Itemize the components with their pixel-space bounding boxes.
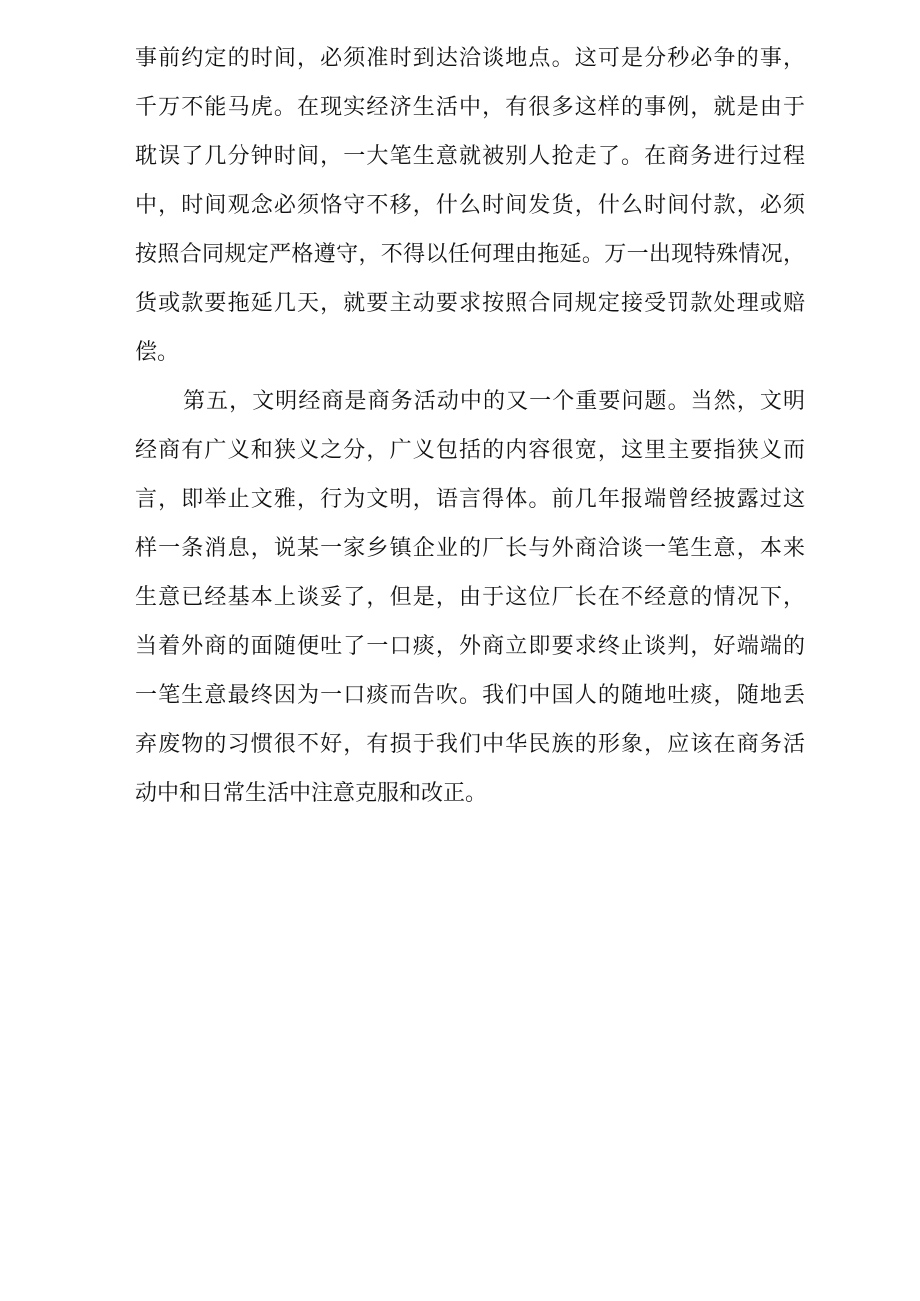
text-line: 千万不能马虎。在现实经济生活中，有很多这样的事例，就是由于 xyxy=(135,95,805,120)
text-line: 第五，文明经商是商务活动中的又一个重要问题。当然，文明 xyxy=(183,389,805,414)
text-line: 样一条消息，说某一家乡镇企业的厂长与外商洽谈一笔生意，本来 xyxy=(135,536,805,561)
body-text xyxy=(135,34,805,818)
text-line: 事前约定的时间，必须准时到达洽谈地点。这可是分秒必争的事， xyxy=(135,46,805,71)
text-line: 一笔生意最终因为一口痰而告吹。我们中国人的随地吐痰，随地丢 xyxy=(135,683,805,708)
paragraph-1 xyxy=(135,34,805,377)
text-line: 按照合同规定严格遵守，不得以任何理由拖延。万一出现特殊情况， xyxy=(135,242,805,267)
text-line: 经商有广义和狭义之分，广义包括的内容很宽，这里主要指狭义而 xyxy=(135,438,805,463)
text-line: 生意已经基本上谈妥了，但是，由于这位厂长在不经意的情况下， xyxy=(135,585,805,610)
text-line: 弃废物的习惯很不好，有损于我们中华民族的形象，应该在商务活 xyxy=(135,732,805,757)
text-line: 货或款要拖延几天，就要主动要求按照合同规定接受罚款处理或赔 xyxy=(135,291,805,316)
text-line: 中，时间观念必须恪守不移，什么时间发货，什么时间付款，必须 xyxy=(135,193,805,218)
text-line: 偿。 xyxy=(135,340,180,365)
text-line: 动中和日常生活中注意克服和改正。 xyxy=(135,781,488,806)
paragraph-2 xyxy=(135,377,805,818)
text-line: 耽误了几分钟时间，一大笔生意就被别人抢走了。在商务进行过程 xyxy=(135,144,805,169)
text-line: 言，即举止文雅，行为文明，语言得体。前几年报端曾经披露过这 xyxy=(135,487,805,512)
text-line: 当着外商的面随便吐了一口痰，外商立即要求终止谈判，好端端的 xyxy=(135,634,805,659)
